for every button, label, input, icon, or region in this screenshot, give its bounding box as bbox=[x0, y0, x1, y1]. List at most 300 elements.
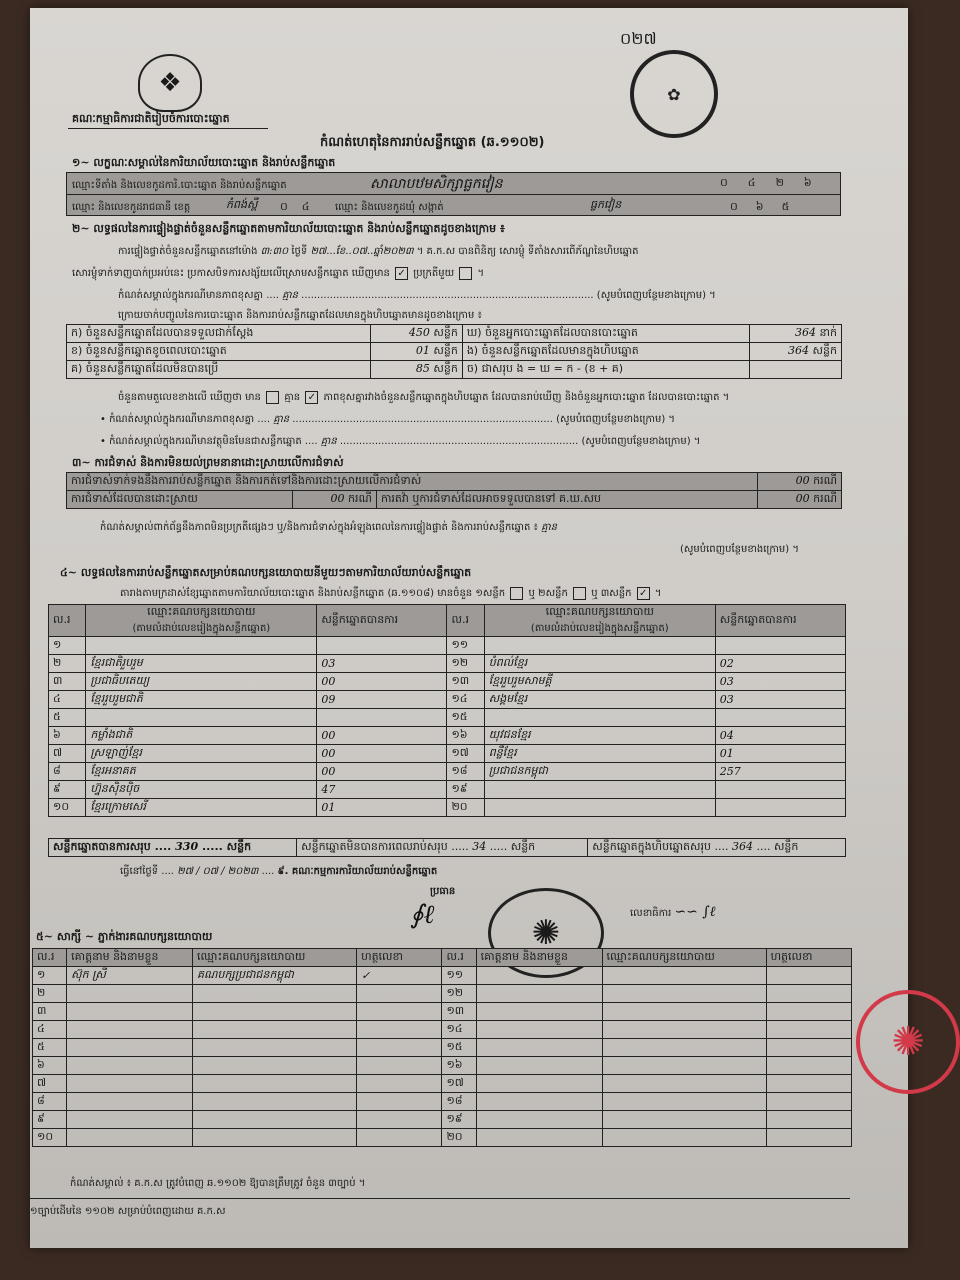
party-votes: 03 bbox=[715, 673, 845, 691]
section2-compare bbox=[118, 390, 729, 405]
table-row bbox=[49, 727, 846, 745]
witness-name bbox=[476, 1057, 602, 1075]
section2-bullet1: • កំណត់សម្គាល់ក្នុងករណីមានភាពខុសគ្នា .... គ្មាន .................................................................................. (សូមបំពេញបន្ថែមខាងក្រោម) ។ bbox=[100, 414, 676, 425]
row-number: ១៦ bbox=[447, 727, 484, 745]
count-value-d bbox=[749, 325, 841, 343]
witness-sign bbox=[766, 1039, 851, 1057]
made-on-date: ២៧ / ០៧ / ២០២៣ bbox=[177, 866, 259, 877]
witness-name bbox=[67, 1093, 193, 1111]
code-digit: ៥ bbox=[781, 200, 808, 213]
table-row bbox=[33, 985, 852, 1003]
count-value-b bbox=[370, 343, 462, 361]
witness-party: គណបក្សប្រជាជនកម្ពុជា bbox=[193, 967, 357, 985]
note-value: គ្មាន bbox=[282, 290, 298, 301]
witness-party bbox=[602, 1129, 766, 1147]
objection-label: ការជំទាស់ទាក់ទងនឹងការរាប់សន្លឹកឆ្នោត និងការកត់ទៅនិងការដោះស្រាយលើការជំទាស់ bbox=[67, 473, 758, 491]
bullet1-label: • កំណត់សម្គាល់ក្នុងករណីមានភាពខុសគ្នា bbox=[100, 414, 255, 425]
section3-hint: (សូមបំពេញបន្ថែមខាងក្រោម) ។ bbox=[680, 544, 799, 555]
party-votes: 01 bbox=[317, 799, 447, 817]
party-votes: 47 bbox=[317, 781, 447, 799]
header-rule bbox=[68, 128, 268, 129]
red-seal-stamp-icon: ✺ bbox=[856, 990, 960, 1094]
col-party bbox=[86, 605, 317, 637]
total-invalid: សន្លឹកឆ្នោតមិនបានការពេលរាប់សរុប ..... 34 ..... សន្លឹក bbox=[297, 839, 588, 857]
nec-logo-icon: ❖ bbox=[138, 54, 202, 112]
party-votes bbox=[715, 799, 845, 817]
verify-rest: ។ គ.ក.ស បានពិនិត្យ សោរម្ចុំ ទីតាំងសារពើភ័ណ្ឌនៃហិបឆ្នោត bbox=[416, 246, 639, 257]
table-header-row bbox=[49, 605, 846, 637]
code-digit: ០ bbox=[280, 200, 302, 213]
section2-line1 bbox=[118, 244, 639, 259]
verify-date-label: ថ្ងៃទី bbox=[291, 246, 308, 257]
section4-heading: ៤~ លទ្ធផលនៃការរាប់សន្លឹកឆ្នោតសម្រាប់គណបក្សនយោបាយនីមួយៗតាមការិយាល័យរាប់សន្លឹកឆ្នោត bbox=[60, 566, 472, 579]
witness-name bbox=[476, 1039, 602, 1057]
row-number: ៩ bbox=[49, 781, 86, 799]
row-number: ២ bbox=[33, 985, 67, 1003]
table-row bbox=[49, 799, 846, 817]
witness-sign bbox=[766, 1093, 851, 1111]
row-number: ១ bbox=[49, 637, 86, 655]
row-number: ១៧ bbox=[447, 745, 484, 763]
witness-table bbox=[32, 948, 852, 1147]
witness-sign bbox=[357, 1093, 442, 1111]
code-digit: ០ bbox=[730, 200, 756, 213]
row-number: ១២ bbox=[447, 655, 484, 673]
party-name: ខ្មែរក្រោមសេរី bbox=[86, 799, 317, 817]
table-row bbox=[67, 343, 842, 361]
checkbox-normal-label: ប្រក្រតីមួយ bbox=[413, 268, 455, 279]
witness-party bbox=[602, 967, 766, 985]
section1-row1-label: ឈ្មោះទីតាំង និងលេខកូដការិ.បោះឆ្នោត និងរាប់សន្លឹកឆ្នោត bbox=[72, 180, 287, 191]
col-no: ល.រ bbox=[33, 949, 67, 967]
count-unit: ករណី bbox=[813, 473, 837, 487]
committee-name: គណៈកម្មាធិការជាតិរៀបចំការបោះឆ្នោត bbox=[72, 112, 230, 125]
table-header-row bbox=[33, 949, 852, 967]
president-signature-icon: ∮ℓ bbox=[410, 900, 435, 930]
row-number: ៥ bbox=[33, 1039, 67, 1057]
checkbox-3-sheets[interactable]: ✓ bbox=[637, 587, 650, 600]
table-row bbox=[33, 1039, 852, 1057]
section1-row2b-label: ឈ្មោះ និងលេខកូដឃុំ សង្កាត់ bbox=[335, 202, 444, 213]
section3-note-value: គ្មាន bbox=[541, 522, 557, 533]
section4-sub: តារាងតាមក្រដាស់ខ្សែឆ្នោតតាមការិយាល័យបោះឆ្នោត និងរាប់សន្លឹកឆ្នោត (ឆ.១១០៨) មានចំនួន ១សន្លឹក ឬ ២សន្លឹក ឬ ៣សន្លឹក ✓ ។ bbox=[120, 587, 662, 599]
witness-name bbox=[476, 1111, 602, 1129]
ballot-count-form bbox=[30, 8, 908, 1248]
witness-party bbox=[602, 985, 766, 1003]
party-name bbox=[484, 637, 715, 655]
witness-sign bbox=[766, 985, 851, 1003]
count-unit: សន្លឹក bbox=[433, 361, 458, 375]
count-value: 00 bbox=[795, 473, 810, 487]
party-name: ប្រជាធិបតេយ្យ bbox=[86, 673, 317, 691]
note-hint: (សូមបំពេញបន្ថែមខាងក្រោម) ។ bbox=[596, 290, 716, 301]
row-number: ៣ bbox=[33, 1003, 67, 1021]
party-votes: 00 bbox=[317, 673, 447, 691]
count-value: 00 bbox=[330, 491, 345, 505]
row-number: ១០ bbox=[33, 1129, 67, 1147]
verify-time-label: ការផ្ទៀងផ្ទាត់ចំនួនសន្លឹកឆ្នោតនៅម៉ោង bbox=[118, 246, 258, 257]
count-value: 450 bbox=[408, 325, 430, 339]
table-row bbox=[49, 745, 846, 763]
section1-row2-label: ឈ្មោះ និងលេខកូដរាជធានី ខេត្ត bbox=[72, 202, 191, 213]
count-value: 01 bbox=[415, 343, 430, 357]
table-row bbox=[33, 1021, 852, 1039]
witness-sign bbox=[766, 1129, 851, 1147]
witness-name bbox=[476, 985, 602, 1003]
section2-counts-table bbox=[66, 324, 842, 379]
witness-sign bbox=[357, 1129, 442, 1147]
party-name bbox=[86, 709, 317, 727]
checkbox-abnormal[interactable] bbox=[459, 267, 472, 280]
witness-name bbox=[67, 1021, 193, 1039]
code-digit: ០ bbox=[720, 176, 748, 189]
row-number: ១៨ bbox=[442, 1093, 476, 1111]
count-value: 364 bbox=[795, 325, 817, 339]
table-row bbox=[33, 967, 852, 985]
row-number: ៣ bbox=[49, 673, 86, 691]
col-party bbox=[484, 605, 715, 637]
count-label-d: ឃ) ចំនួនអ្នកបោះឆ្នោតដែលបានបោះឆ្នោត bbox=[462, 325, 749, 343]
witness-sign bbox=[357, 1039, 442, 1057]
section1-row2b-code bbox=[730, 200, 807, 216]
row-number: ១៧ bbox=[442, 1075, 476, 1093]
row-number: ១៥ bbox=[442, 1039, 476, 1057]
total-invalid-label: សន្លឹកឆ្នោតមិនបានការពេលរាប់សរុប bbox=[301, 839, 448, 853]
row-number: ២០ bbox=[442, 1129, 476, 1147]
witness-name bbox=[67, 1075, 193, 1093]
row-number: ១៣ bbox=[442, 1003, 476, 1021]
witness-name bbox=[67, 1003, 193, 1021]
party-name: កម្លាំងជាតិ bbox=[86, 727, 317, 745]
made-on: ធ្វើនៅថ្ងៃទី .... ២៧ / ០៧ / ២០២៣ .... ៩. គណៈកម្មការការិយាល័យរាប់សន្លឹកឆ្នោត bbox=[120, 866, 438, 877]
row-number: ២ bbox=[49, 655, 86, 673]
col-party: ឈ្មោះគណបក្សនយោបាយ bbox=[602, 949, 766, 967]
row-number: ១២ bbox=[442, 985, 476, 1003]
table-row bbox=[67, 473, 842, 491]
code-digit: ២ bbox=[775, 176, 804, 189]
witness-name bbox=[67, 1057, 193, 1075]
col-no: ល.រ bbox=[447, 605, 484, 637]
row-number: ១៥ bbox=[447, 709, 484, 727]
row-number: ២០ bbox=[447, 799, 484, 817]
made-on-label: ធ្វើនៅថ្ងៃទី bbox=[120, 866, 159, 877]
count-value-a bbox=[370, 325, 462, 343]
col-votes: សន្លឹកឆ្នោតបានការ bbox=[715, 605, 845, 637]
section2-line2: សោរម្ចុំទាក់ទាញបាក់ប្រអប់នេះ ប្រកាសបិទការសង្ស័យលើស្រោមសន្លឹកឆ្នោត ឃើញមាន ✓ ប្រក្រតីមួយ ។ bbox=[72, 267, 485, 279]
table-row bbox=[67, 325, 842, 343]
party-votes: 01 bbox=[715, 745, 845, 763]
witness-party bbox=[193, 1057, 357, 1075]
resolved-count bbox=[293, 491, 377, 509]
party-name: សង្គមខ្មែរ bbox=[484, 691, 715, 709]
party-name bbox=[484, 709, 715, 727]
party-votes bbox=[715, 709, 845, 727]
witness-sign bbox=[766, 1111, 851, 1129]
row-number: ១១ bbox=[442, 967, 476, 985]
note-label: កំណត់សម្គាល់ក្នុងករណីមានភាពខុសគ្នា bbox=[118, 290, 264, 301]
col-party: ឈ្មោះគណបក្សនយោបាយ bbox=[193, 949, 357, 967]
checkbox-no-difference[interactable]: ✓ bbox=[305, 391, 318, 404]
total-valid: សន្លឹកឆ្នោតបានការសរុប .... 330 ..... សន្លឹក bbox=[49, 839, 297, 857]
resolved-label: ការជំទាស់ដែលបានដោះស្រាយ bbox=[67, 491, 293, 509]
witness-sign bbox=[766, 967, 851, 985]
row-number: ១១ bbox=[447, 637, 484, 655]
witness-party bbox=[193, 1129, 357, 1147]
stamp-seal-top-icon: ✿ bbox=[630, 50, 718, 138]
seal-check-text: សោរម្ចុំទាក់ទាញបាក់ប្រអប់នេះ ប្រកាសបិទការសង្ស័យលើស្រោមសន្លឹកឆ្នោត ឃើញមាន bbox=[72, 268, 390, 279]
party-name: ពន្លឺខ្មែរ bbox=[484, 745, 715, 763]
party-name bbox=[86, 637, 317, 655]
code-digit: ៤ bbox=[301, 200, 324, 213]
witness-name bbox=[67, 1129, 193, 1147]
row-number: ៩ bbox=[33, 1111, 67, 1129]
total-box-unit: សន្លឹក bbox=[773, 839, 799, 853]
party-name: ខ្មែររួបរួមសាមគ្គី bbox=[484, 673, 715, 691]
witness-party bbox=[193, 985, 357, 1003]
checkbox-1-sheet[interactable] bbox=[510, 587, 523, 600]
witness-sign bbox=[357, 1021, 442, 1039]
section1-row1-code bbox=[720, 176, 832, 192]
witness-party bbox=[602, 1093, 766, 1111]
count-label-b: ខ) ចំនួនសន្លឹកឆ្នោតខូចពេលបោះឆ្នោត bbox=[67, 343, 371, 361]
section1-row2b-value: ធ្លកវៀន bbox=[590, 198, 622, 211]
witness-name bbox=[476, 1129, 602, 1147]
row-number: ១០ bbox=[49, 799, 86, 817]
footer-rule bbox=[30, 1198, 850, 1199]
witness-sign bbox=[357, 1003, 442, 1021]
col-party-sub: (តាមលំដាប់លេខរៀងក្នុងសន្លឹកឆ្នោត) bbox=[132, 623, 271, 634]
code-digit: ៦ bbox=[803, 176, 832, 189]
witness-name bbox=[476, 1093, 602, 1111]
witness-party bbox=[602, 1111, 766, 1129]
table-row bbox=[49, 839, 846, 857]
section2-intro: ក្រោយចាក់បញ្ចូលនៃការបោះឆ្នោត និងការរាប់សន្លឹកឆ្នោតដែលមានក្នុងហិបឆ្នោតមានដូចខាងក្រោម ៖ bbox=[118, 310, 482, 321]
col-votes: សន្លឹកឆ្នោតបានការ bbox=[317, 605, 447, 637]
row-number: ៤ bbox=[49, 691, 86, 709]
count-unit: សន្លឹក bbox=[433, 325, 458, 339]
party-votes: 00 bbox=[317, 763, 447, 781]
witness-party bbox=[193, 1003, 357, 1021]
bullet2-label: • កំណត់សម្គាល់ក្នុងករណីមានវត្ថុមិនមែនជាសន្លឹកឆ្នោត bbox=[100, 436, 302, 447]
count-unit: នាក់ bbox=[819, 325, 837, 339]
table-row bbox=[49, 691, 846, 709]
bullet2-value: គ្មាន bbox=[320, 436, 337, 447]
witness-party bbox=[193, 1075, 357, 1093]
section3-note-label: កំណត់សម្គាល់ពាក់ព័ន្ធនឹងភាពមិនប្រក្រតីផ្សេងៗ ឬ/និងការជំទាស់ក្នុងអំឡុងពេលនៃការផ្ទៀងផ្ទាត់ និងការរាប់សន្លឹកឆ្នោត ៖ bbox=[100, 522, 538, 533]
witness-sign bbox=[766, 1075, 851, 1093]
witness-sign bbox=[766, 1003, 851, 1021]
footer-note: កំណត់សម្គាល់ ៖ គ.ក.ស ត្រូវបំពេញ ឆ.១១០២ ឱ្យបានត្រឹមត្រូវ ចំនួន ៣ច្បាប់ ។ bbox=[70, 1178, 366, 1189]
witness-party bbox=[193, 1111, 357, 1129]
row-number: ៤ bbox=[33, 1021, 67, 1039]
count-value: 364 bbox=[788, 343, 810, 357]
verify-time: ៣:៣០ bbox=[260, 246, 289, 257]
table-row bbox=[67, 361, 842, 379]
row-number: ១៤ bbox=[442, 1021, 476, 1039]
row-number: ៧ bbox=[33, 1075, 67, 1093]
opt2-label: ឬ ២សន្លឹក bbox=[528, 588, 568, 599]
witness-party bbox=[602, 1039, 766, 1057]
count-unit: ករណី bbox=[348, 491, 372, 505]
witness-sign bbox=[357, 1075, 442, 1093]
section3-heading: ៣~ ការជំទាស់ និងការមិនយល់ព្រមនានាដោះស្រាយលើការជំទាស់ bbox=[72, 456, 344, 469]
party-name: យុវជនខ្មែរ bbox=[484, 727, 715, 745]
party-name: បំពល់ខ្មែរ bbox=[484, 655, 715, 673]
count-value: 00 bbox=[795, 491, 810, 505]
witness-name: ស៊ុក ស្រី bbox=[67, 967, 193, 985]
party-name bbox=[484, 799, 715, 817]
checkbox-2-sheets[interactable] bbox=[573, 587, 586, 600]
secretary-signature-icon: ∽∽ ∫ℓ bbox=[674, 904, 716, 920]
checkbox-has-difference[interactable] bbox=[266, 391, 279, 404]
row-number: ៨ bbox=[49, 763, 86, 781]
compare-text: ចំនួនតាមតួលេខខាងលើ ឃើញថា មាន bbox=[118, 392, 261, 403]
compare-opt1: គ្មាន bbox=[284, 392, 301, 403]
bullet1-value: គ្មាន bbox=[273, 414, 290, 425]
appeal-label: ការតវ៉ា ឬការជំទាស់ដែលអាចទទួលបានទៅ គ.ឃ.សប bbox=[376, 491, 757, 509]
section5-heading: ៥~ សាក្សី ~ ភ្នាក់ងារគណបក្សនយោបាយ bbox=[36, 930, 213, 943]
count-value-c bbox=[370, 361, 462, 379]
party-name: ខ្មែររួបរួមជាតិ bbox=[86, 691, 317, 709]
section3-table bbox=[66, 472, 842, 509]
total-valid-value: 330 bbox=[175, 839, 199, 853]
col-no: ល.រ bbox=[442, 949, 476, 967]
witness-party bbox=[193, 1021, 357, 1039]
table-row bbox=[33, 1003, 852, 1021]
row-number: ៦ bbox=[33, 1057, 67, 1075]
opt3-label: ឬ ៣សន្លឹក bbox=[591, 588, 632, 599]
witness-name bbox=[67, 1111, 193, 1129]
checkbox-normal[interactable]: ✓ bbox=[395, 267, 408, 280]
witness-sign bbox=[766, 1021, 851, 1039]
table-row bbox=[49, 655, 846, 673]
row-number: ១៤ bbox=[447, 691, 484, 709]
col-party-sub: (តាមលំដាប់លេខរៀងក្នុងសន្លឹកឆ្នោត) bbox=[530, 623, 669, 634]
row-number: ១៣ bbox=[447, 673, 484, 691]
col-name: គោត្តនាម និងនាមខ្លួន bbox=[67, 949, 193, 967]
code-digit: ៦ bbox=[755, 200, 782, 213]
party-name: ខ្មែរជាតិរួបរួម bbox=[86, 655, 317, 673]
code-digit: ៤ bbox=[747, 176, 776, 189]
witness-name bbox=[476, 1021, 602, 1039]
witness-party bbox=[193, 1093, 357, 1111]
witness-sign bbox=[357, 1057, 442, 1075]
row-number: ១៨ bbox=[447, 763, 484, 781]
col-party-title: ឈ្មោះគណបក្សនយោបាយ bbox=[545, 605, 654, 618]
party-votes: 00 bbox=[317, 745, 447, 763]
section4-totals bbox=[48, 838, 846, 857]
count-value-f bbox=[749, 361, 841, 379]
row-number: ៦ bbox=[49, 727, 86, 745]
witness-sign bbox=[766, 1057, 851, 1075]
sign-committee: ៩. គណៈកម្មការការិយាល័យរាប់សន្លឹកឆ្នោត bbox=[277, 866, 438, 877]
row-number: ១៩ bbox=[447, 781, 484, 799]
section3-note bbox=[100, 520, 557, 535]
witness-party bbox=[602, 1021, 766, 1039]
row-number: ១៦ bbox=[442, 1057, 476, 1075]
section1-row2-code bbox=[280, 200, 324, 216]
table-row bbox=[33, 1075, 852, 1093]
count-unit: ករណី bbox=[813, 491, 837, 505]
col-sign: ហត្ថលេខា bbox=[357, 949, 442, 967]
total-valid-unit: សន្លឹក bbox=[226, 839, 252, 853]
table-row bbox=[49, 709, 846, 727]
witness-sign bbox=[357, 1111, 442, 1129]
witness-party bbox=[602, 1075, 766, 1093]
table-row bbox=[33, 1057, 852, 1075]
count-unit: សន្លឹក bbox=[433, 343, 458, 357]
section1-row2-value: កំពង់ស្ពឺ bbox=[226, 198, 258, 211]
section2-heading: ២~ លទ្ធផលនៃការផ្ទៀងផ្ទាត់ចំនួនសន្លឹកឆ្នោតតាមការិយាល័យបោះឆ្នោត និងរាប់សន្លឹកឆ្នោតដូចខាងក្រោម ៖ bbox=[72, 222, 505, 235]
secretary-title: លេខាធិការ bbox=[630, 908, 672, 919]
party-votes bbox=[715, 781, 845, 799]
count-value: 85 bbox=[415, 361, 430, 375]
row-number: ១៩ bbox=[442, 1111, 476, 1129]
form-title: កំណត់ហេតុនៃការរាប់សន្លឹកឆ្នោត (ឆ.១១០២) bbox=[320, 135, 545, 150]
section2-note: កំណត់សម្គាល់ក្នុងករណីមានភាពខុសគ្នា .... គ្មាន ............................................................................................ (សូមបំពេញបន្ថែមខាងក្រោម) ។ bbox=[118, 290, 716, 301]
col-party-title: ឈ្មោះគណបក្សនយោបាយ bbox=[147, 605, 256, 618]
total-box-value: 364 bbox=[731, 839, 753, 853]
president-label: ប្រធាន bbox=[430, 886, 456, 897]
party-votes bbox=[317, 637, 447, 655]
verify-date: ២៧...ខែ..០៧..ឆ្នាំ២០២៣ bbox=[310, 246, 414, 257]
bullet1-hint: (សូមបំពេញបន្ថែមខាងក្រោម) ។ bbox=[556, 414, 676, 425]
section1-row1-value: សាលាបឋមសិក្សាធ្លកវៀន bbox=[370, 176, 503, 192]
witness-party bbox=[193, 1039, 357, 1057]
count-unit: សន្លឹក bbox=[812, 343, 837, 357]
table-row bbox=[49, 637, 846, 655]
section4-sub-text: តារាងតាមក្រដាស់ខ្សែឆ្នោតតាមការិយាល័យបោះឆ្នោត និងរាប់សន្លឹកឆ្នោត (ឆ.១១០៨) មានចំនួន ១សន្លឹក bbox=[120, 588, 506, 599]
total-box: សន្លឹកឆ្នោតក្នុងហិបឆ្នោតសរុប .... 364 .... សន្លឹក bbox=[588, 839, 846, 857]
party-votes: 03 bbox=[317, 655, 447, 673]
party-votes: 02 bbox=[715, 655, 845, 673]
total-invalid-unit: សន្លឹក bbox=[510, 839, 536, 853]
col-name: គោត្តនាម និងនាមខ្លួន bbox=[476, 949, 602, 967]
total-valid-label: សន្លឹកឆ្នោតបានការសរុប bbox=[53, 839, 151, 853]
party-name: ខ្មែរអនាគត bbox=[86, 763, 317, 781]
table-row bbox=[49, 673, 846, 691]
table-row bbox=[33, 1093, 852, 1111]
witness-party bbox=[602, 1057, 766, 1075]
party-votes: 09 bbox=[317, 691, 447, 709]
count-value-e bbox=[749, 343, 841, 361]
witness-name bbox=[476, 1075, 602, 1093]
secretary-label bbox=[630, 904, 716, 921]
witness-sign bbox=[357, 985, 442, 1003]
row-number: ១ bbox=[33, 967, 67, 985]
party-votes: 03 bbox=[715, 691, 845, 709]
party-votes bbox=[715, 637, 845, 655]
count-label-c: គ) ចំនួនសន្លឹកឆ្នោតដែលមិនបានប្រើ bbox=[67, 361, 371, 379]
col-no: ល.រ bbox=[49, 605, 86, 637]
row-number: ៨ bbox=[33, 1093, 67, 1111]
witness-party bbox=[602, 1003, 766, 1021]
top-right-code: ០២៧ bbox=[620, 29, 657, 48]
official-seal-icon: ✺ bbox=[488, 888, 604, 978]
witness-sign: ✓ bbox=[357, 967, 442, 985]
section1-heading: ១~ លក្ខណៈសម្គាល់នៃការិយាល័យបោះឆ្នោត និងរាប់សន្លឹកឆ្នោត bbox=[72, 156, 336, 169]
objection-count bbox=[758, 473, 842, 491]
count-label-f: ច) ជាសរុប ង = ឃ = ក - (ខ + គ) bbox=[462, 361, 749, 379]
party-votes: 00 bbox=[317, 727, 447, 745]
section2-bullet2: • កំណត់សម្គាល់ក្នុងករណីមានវត្ថុមិនមែនជាសន្លឹកឆ្នោត .... គ្មាន ........................................................................... (សូមបំពេញបន្ថែមខាងក្រោម) ។ bbox=[100, 436, 701, 447]
total-invalid-value: 34 bbox=[472, 839, 487, 853]
count-label-a: ក) ចំនួនសន្លឹកឆ្នោតដែលបានទទួលជាក់ស្តែង bbox=[67, 325, 371, 343]
total-box-label: សន្លឹកឆ្នោតក្នុងហិបឆ្នោតសរុប bbox=[592, 839, 711, 853]
col-sign: ហត្ថលេខា bbox=[766, 949, 851, 967]
table-row bbox=[67, 491, 842, 509]
witness-name bbox=[67, 1039, 193, 1057]
